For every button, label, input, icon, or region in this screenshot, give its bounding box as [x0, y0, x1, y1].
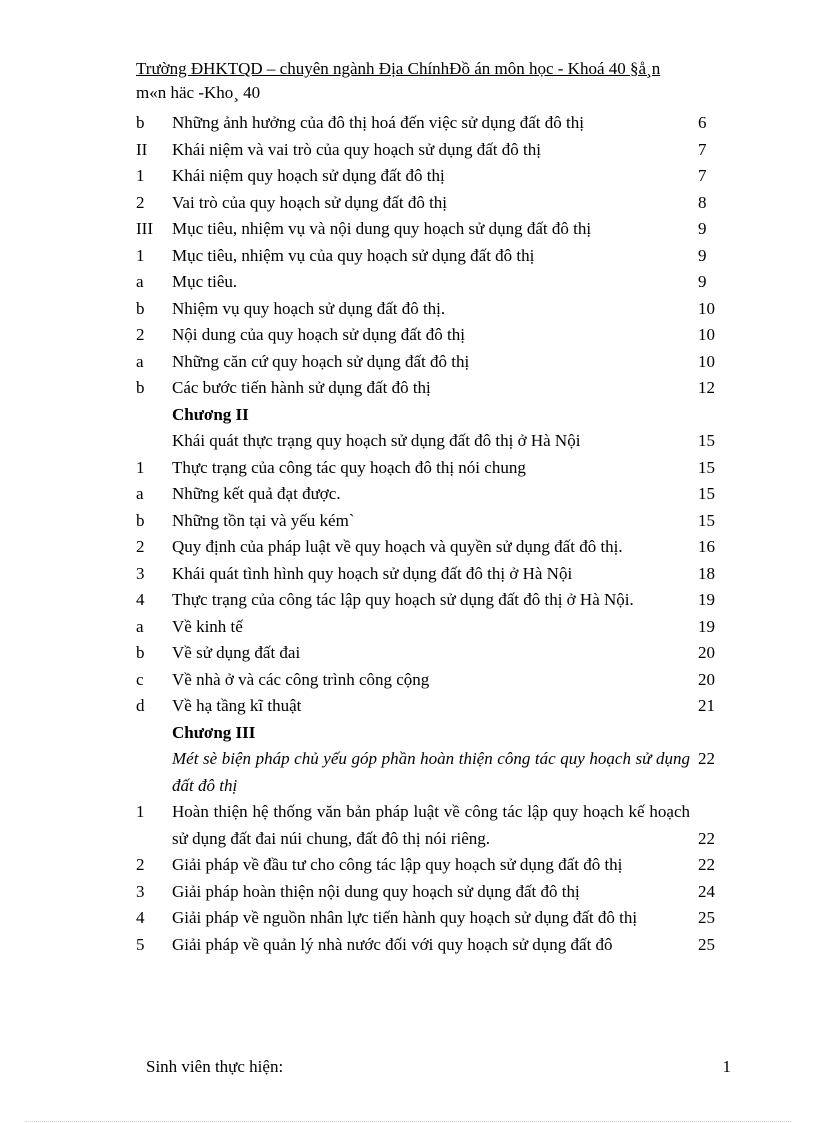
toc-entry [136, 322, 726, 349]
toc-entry [136, 269, 726, 296]
toc-entry-page: 6 [698, 113, 707, 132]
toc-entry [136, 349, 726, 376]
toc-entry-title: Về sử dụng đất đai [172, 643, 301, 662]
header-line-2: m«n häc -Kho¸ 40 [136, 83, 261, 102]
page-header [136, 57, 756, 105]
toc-entry-page [690, 720, 734, 747]
toc-entry-number: 2 [136, 325, 145, 344]
toc-entry-page: 10 [698, 298, 715, 318]
page-footer [146, 1057, 731, 1077]
toc-entry [136, 534, 726, 561]
toc-entry-number: 3 [136, 881, 145, 901]
toc-entry-page: 15 [698, 484, 715, 503]
toc-entry-title: Mục tiêu, nhiệm vụ và nội dung quy hoạch sử dụng đất đô thị [172, 219, 592, 238]
toc-entry-title: Những căn cứ quy hoạch sử dụng đất đô thị [172, 351, 470, 371]
toc-entry-number: 4 [136, 590, 145, 609]
toc-entry [136, 375, 726, 402]
toc-entry-number: a [136, 616, 144, 636]
toc-entry [136, 481, 726, 508]
toc-entry-number: b [136, 510, 145, 530]
toc-entry-number: b [136, 643, 145, 662]
toc-entry-title: Giải pháp hoàn thiện nội dung quy hoạch sử dụng đất đô thị [172, 881, 580, 901]
toc-entry-number: II [136, 139, 148, 159]
toc-entry-title: Các bước tiến hành sử dụng đất đô thị [172, 378, 431, 397]
toc-entry-title: Mục tiêu, nhiệm vụ của quy hoạch sử dụng đất đô thị [172, 245, 535, 265]
toc-entry-number: b [136, 113, 145, 132]
toc-entry-page: 7 [698, 139, 707, 159]
toc-entry-number: 2 [136, 855, 145, 874]
toc-entry-number: 5 [136, 934, 145, 954]
toc-entry [136, 905, 726, 932]
toc-entry [136, 852, 726, 879]
toc-entry [136, 508, 726, 535]
toc-entry-title: Khái quát tình hình quy hoạch sử dụng đất đô thị ở Hà Nội [172, 563, 573, 583]
toc-entry-number: 1 [136, 245, 145, 265]
toc-entry-page: 16 [698, 537, 715, 556]
toc-chapter-heading [136, 402, 726, 429]
toc-entry-page: 12 [698, 378, 715, 397]
toc-entry-title: Thực trạng của công tác quy hoạch đô thị nói chung [172, 457, 526, 477]
toc-chapter-heading [136, 720, 726, 747]
toc-entry-page: 21 [698, 696, 715, 715]
toc-entry-title: Vai trò của quy hoạch sử dụng đất đô thị [172, 192, 448, 212]
toc-entry-title: Giải pháp về đầu tư cho công tác lập quy hoạch sử dụng đất đô thị [172, 855, 623, 874]
toc-entry-title: Thực trạng của công tác lập quy hoạch sử dụng đất đô thị ở Hà Nội. [172, 590, 634, 609]
toc-entry-title: Nội dung của quy hoạch sử dụng đất đô thị [172, 325, 465, 344]
toc-entry [136, 693, 726, 720]
toc-entry-page: 18 [698, 563, 715, 583]
toc-entry-number [136, 428, 172, 455]
toc-entry [136, 137, 726, 164]
toc-entry-page: 15 [698, 457, 715, 477]
toc-entry-title: Khái niệm và vai trò của quy hoạch sử dụng đất đô thị [172, 139, 541, 159]
toc-entry-page: 20 [698, 669, 715, 689]
toc-entry-title: Khái niệm quy hoạch sử dụng đất đô thị [172, 166, 445, 185]
toc-entry [136, 932, 726, 959]
toc-entry-number [136, 746, 172, 799]
toc-entry [136, 163, 726, 190]
toc-entry [136, 614, 726, 641]
toc-entry-page: 15 [698, 431, 715, 450]
toc-entry [136, 561, 726, 588]
toc-entry-number: a [136, 351, 144, 371]
toc-entry-title: Hoàn thiện hệ thống văn bản pháp luật về công tác lập quy hoạch kế hoạch sử dụng đất đai núi chung, đất đô thị nói riêng. [172, 802, 690, 848]
toc-entry-number: 1 [136, 166, 145, 185]
page-number: 1 [722, 1057, 731, 1076]
toc-entry [136, 190, 726, 217]
toc-entry-page: 22 [698, 749, 715, 768]
toc-entry-number [136, 720, 172, 747]
toc-entry-page [690, 402, 734, 429]
toc-entry-title: Mục tiêu. [172, 272, 238, 291]
toc-entry [136, 640, 726, 667]
toc-entry [136, 216, 726, 243]
toc-entry-title: Về nhà ở và các công trình công cộng [172, 669, 430, 689]
toc-entry-page: 7 [698, 166, 707, 185]
toc-entry-number: c [136, 669, 144, 689]
toc-entry-title: Những kết quả đạt được. [172, 484, 341, 503]
toc-entry-title: Chương II [172, 404, 249, 424]
toc-entry-page: 9 [698, 272, 707, 291]
toc-entry [136, 428, 726, 455]
toc-entry-page: 20 [698, 643, 715, 662]
toc-entry-title: Những tồn tại và yếu kém` [172, 510, 355, 530]
table-of-contents [136, 110, 726, 958]
toc-entry-page: 24 [698, 881, 715, 901]
toc-entry-title: Quy định của pháp luật về quy hoạch và quyền sử dụng đất đô thị. [172, 537, 623, 556]
toc-entry-page: 22 [698, 855, 715, 874]
header-line-1: Trường ĐHKTQD – chuyên ngành Địa ChínhĐồ án môn học - Khoá 40 §å¸n [136, 59, 661, 78]
toc-entry-page: 19 [698, 616, 715, 636]
toc-entry-number: b [136, 378, 145, 397]
toc-entry [136, 587, 726, 614]
toc-entry-page-value: 22 [698, 828, 715, 848]
toc-entry-number: 3 [136, 563, 145, 583]
toc-entry-title: Giải pháp về nguồn nhân lực tiến hành quy hoạch sử dụng đất đô thị [172, 908, 638, 927]
toc-entry-page-spacer [698, 799, 734, 826]
bottom-divider [25, 1121, 791, 1122]
toc-entry-page: 9 [698, 219, 707, 238]
toc-entry [136, 879, 726, 906]
toc-entry-page: 15 [698, 510, 715, 530]
toc-entry-number: 1 [136, 802, 145, 821]
toc-entry-number: 2 [136, 192, 145, 212]
toc-entry-number: b [136, 298, 145, 318]
toc-entry-number: 2 [136, 537, 145, 556]
toc-entry [136, 667, 726, 694]
toc-entry [136, 296, 726, 323]
toc-entry [136, 110, 726, 137]
toc-entry-number: III [136, 219, 153, 238]
toc-entry-page: 25 [698, 908, 715, 927]
toc-entry-number: 4 [136, 908, 145, 927]
toc-entry-number: a [136, 272, 144, 291]
toc-entry [136, 799, 726, 852]
toc-entry [136, 455, 726, 482]
toc-entry-page: 10 [698, 325, 715, 344]
toc-entry-page: 19 [698, 590, 715, 609]
toc-entry [136, 746, 726, 799]
toc-entry-number [136, 402, 172, 429]
toc-entry-title: Về hạ tầng kĩ thuật [172, 696, 302, 715]
toc-entry-page: 25 [698, 934, 715, 954]
footer-label: Sinh viên thực hiện: [146, 1057, 284, 1076]
toc-entry-title: Những ảnh hưởng của đô thị hoá đến việc sử dụng đất đô thị [172, 113, 584, 132]
toc-entry-page [690, 799, 734, 852]
toc-entry-page: 9 [698, 245, 707, 265]
toc-entry [136, 243, 726, 270]
toc-entry-number: d [136, 696, 145, 715]
toc-entry-number: 1 [136, 457, 145, 477]
toc-entry-title: Khái quát thực trạng quy hoạch sử dụng đất đô thị ở Hà Nội [172, 431, 581, 450]
toc-entry-title: Về kinh tế [172, 616, 243, 636]
toc-entry-title: Mét sè biện pháp chủ yếu góp phần hoàn thiện công tác quy hoạch sử dụng đất đô thị [172, 749, 690, 795]
toc-entry-page: 8 [698, 192, 707, 212]
toc-entry-page: 10 [698, 351, 715, 371]
toc-entry-title: Chương III [172, 722, 256, 742]
toc-entry-title: Nhiệm vụ quy hoạch sử dụng đất đô thị. [172, 298, 446, 318]
toc-entry-number: a [136, 484, 144, 503]
toc-entry-title: Giải pháp về quản lý nhà nước đối với quy hoạch sử dụng đất đô [172, 934, 613, 954]
